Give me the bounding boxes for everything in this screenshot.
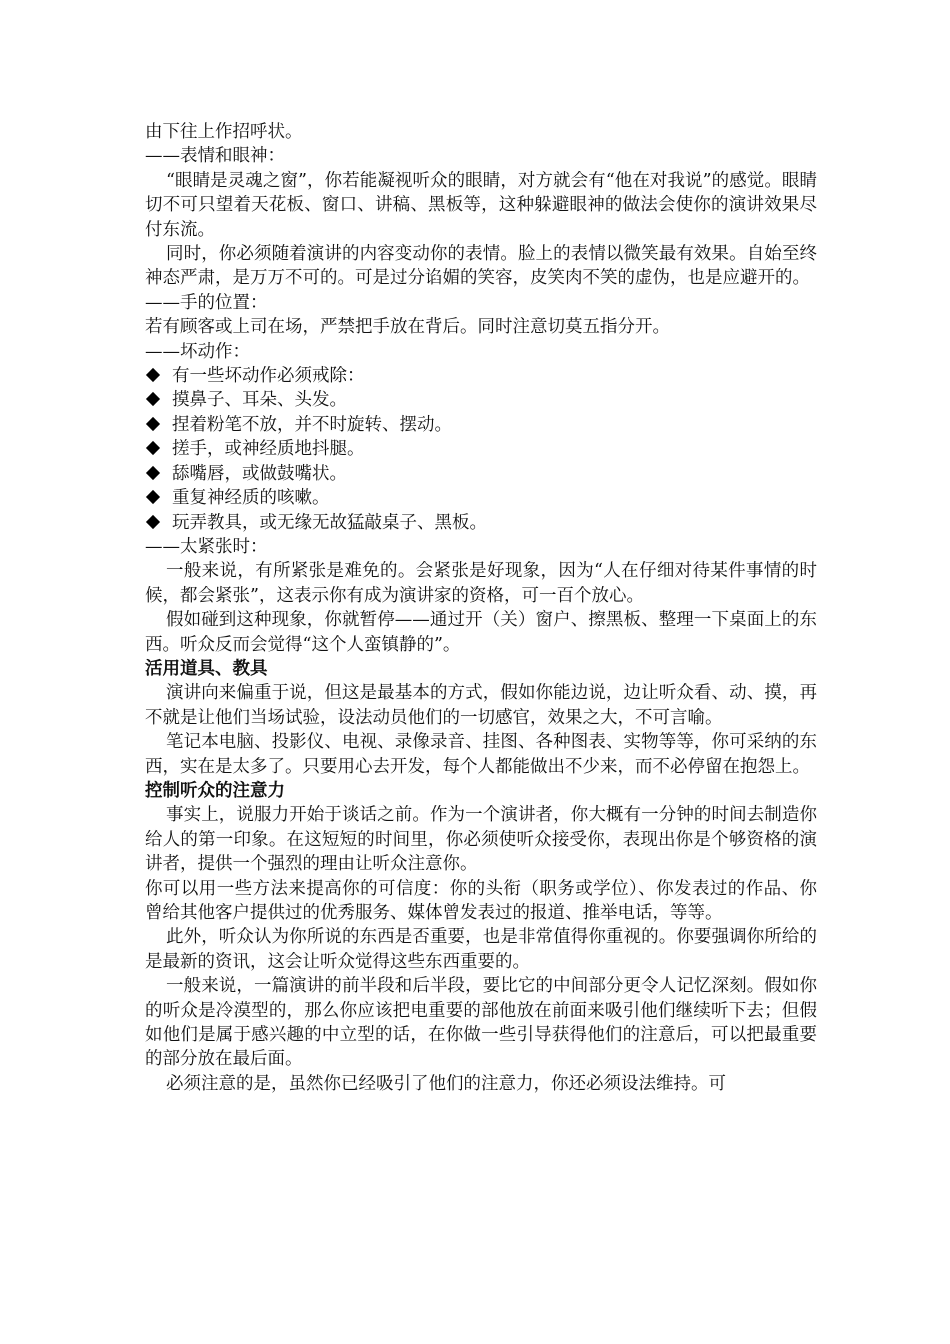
paragraph-props-1: 演讲向来偏重于说，但这是最基本的方式，假如你能边说，边让听众看、动、摸，再不就是让他们当场试验，设法动员他们的一切感官，效果之大，不可言喻。 <box>145 683 817 728</box>
paragraph-hands: 若有顾客或上司在场，严禁把手放在背后。同时注意切莫五指分开。 <box>145 317 670 338</box>
list-item-text: 搓手，或神经质地抖腿。 <box>172 439 365 460</box>
paragraph-attention-1: 事实上，说服力开始于谈话之前。作为一个演讲者，你大概有一分钟的时间去制造你给人的第一印象。在这短短的时间里，你必须使听众接受你，表现出你是个够资格的演讲者，提供一个强烈的理由让听众注意你。 <box>145 805 817 875</box>
diamond-bullet-icon <box>146 466 160 480</box>
subheading-bad-actions: ——坏动作： <box>145 341 250 362</box>
list-item <box>145 462 817 486</box>
list-item-text: 有一些坏动作必须戒除： <box>172 366 365 387</box>
list-item <box>145 364 817 388</box>
diamond-bullet-icon <box>146 514 160 528</box>
diamond-bullet-icon <box>146 441 160 455</box>
list-item-text: 摸鼻子、耳朵、头发。 <box>172 390 347 411</box>
subheading-nervous: ——太紧张时： <box>145 536 268 557</box>
diamond-bullet-icon <box>146 490 160 504</box>
list-item <box>145 413 817 437</box>
list-item-text: 重复神经质的咳嗽。 <box>172 488 330 509</box>
list-item <box>145 486 817 510</box>
list-item <box>145 511 817 535</box>
section-heading-props: 活用道具、教具 <box>145 658 268 679</box>
list-item-text: 捏着粉笔不放，并不时旋转、摆动。 <box>172 414 452 435</box>
subheading-expression: ——表情和眼神： <box>145 146 285 167</box>
paragraph-attention-5: 必须注意的是，虽然你已经吸引了他们的注意力，你还必须设法维持。可 <box>166 1073 726 1094</box>
intro-tail-text: 由下往上作招呼状。 <box>145 122 303 142</box>
list-item-text: 玩弄教具，或无缘无故猛敲桌子、黑板。 <box>172 512 487 533</box>
paragraph-eyes-2: 同时，你必须随着演讲的内容变动你的表情。脸上的表情以微笑最有效果。自始至终神态严肃，是万万不可的。可是过分谄媚的笑容，皮笑肉不笑的虚伪，也是应避开的。 <box>145 244 817 289</box>
paragraph-nervous-2: 假如碰到这种现象，你就暂停——通过开（关）窗户、擦黑板、整理一下桌面上的东西。听众反而会觉得“这个人蛮镇静的”。 <box>145 610 817 655</box>
document-page <box>145 120 817 1096</box>
subheading-hands: ——手的位置： <box>145 292 268 313</box>
paragraph-nervous-1: 一般来说，有所紧张是难免的。会紧张是好现象，因为“人在仔细对待某件事情的时候，都会紧张”，这表示你有成为演讲家的资格，可一百个放心。 <box>145 561 817 606</box>
section-heading-attention: 控制听众的注意力 <box>145 780 285 801</box>
paragraph-eyes-1: “眼睛是灵魂之窗”，你若能凝视听众的眼睛，对方就会有“他在对我说”的感觉。眼睛切不可只望着天花板、窗口、讲稿、黑板等，这种躲避眼神的做法会使你的演讲效果尽付东流。 <box>145 170 817 240</box>
paragraph-attention-2: 你可以用一些方法来提高你的可信度：你的头衔（职务或学位）、你发表过的作品、你曾给其他客户提供过的优秀服务、媒体曾发表过的报道、推举电话，等等。 <box>145 878 817 923</box>
list-item-text: 舔嘴唇，或做鼓嘴状。 <box>172 463 347 484</box>
diamond-bullet-icon <box>146 417 160 431</box>
paragraph-props-2: 笔记本电脑、投影仪、电视、录像录音、挂图、各种图表、实物等等，你可采纳的东西，实在是太多了。只要用心去开发，每个人都能做出不少来，而不必停留在抱怨上。 <box>145 732 817 777</box>
diamond-bullet-icon <box>146 392 160 406</box>
paragraph-attention-3: 此外，听众认为你所说的东西是否重要，也是非常值得你重视的。你要强调你所给的是最新的资讯，这会让听众觉得这些东西重要的。 <box>145 927 817 972</box>
diamond-bullet-icon <box>146 368 160 382</box>
bad-actions-list <box>145 364 817 535</box>
list-item <box>145 388 817 412</box>
paragraph-attention-4: 一般来说，一篇演讲的前半段和后半段，要比它的中间部分更令人记忆深刻。假如你的听众是冷漠型的，那么你应该把电重要的部他放在前面来吸引他们继续听下去；但假如他们是属于感兴趣的中立型的话，在你做一些引导获得他们的注意后，可以把最重要的部分放在最后面。 <box>145 976 817 1070</box>
list-item <box>145 437 817 461</box>
